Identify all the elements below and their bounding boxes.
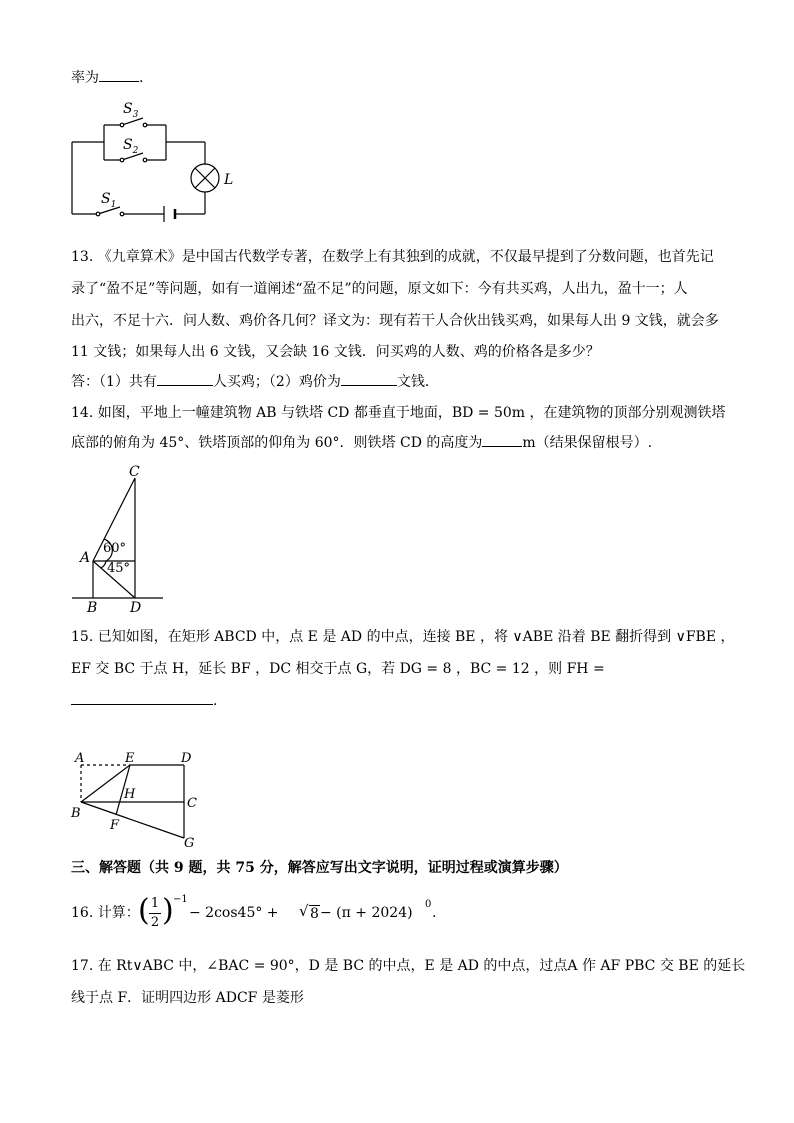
q14-line-2b: m（结果保留根号）. (522, 435, 653, 451)
q16-right-paren: ) (162, 893, 174, 928)
fig15-label-h: H (124, 787, 136, 802)
q15-line-2: EF 交 BC 于点 H，延长 BF ，DC 相交于点 G，若 DG = 8 ，BC = 12 ，则 FH = (71, 661, 605, 677)
q13-line-2: 录了“盈不足”等问题，如有一道阐述“盈不足”的问题，原文如下：今有共买鸡，人出九，盈十一；人 (71, 281, 688, 297)
section-3-heading: 三、解答题（共 9 题，共 75 分，解答应写出文字说明，证明过程或演算步骤） (71, 860, 568, 876)
q13-answer-c: 文钱． (396, 374, 439, 390)
q14-line-1: 14. 如图，平地上一幢建筑物 AB 与铁塔 CD 都垂直于地面，BD = 50m ，在建筑物的顶部分别观测铁塔 (71, 405, 726, 421)
q16-exponent: −1 (173, 894, 188, 905)
fig15-label-g: G (184, 836, 195, 851)
q16-exponent-zero: 0 (425, 899, 432, 910)
q16-prefix: 16. 计算： (71, 905, 140, 921)
q17-line-1: 17. 在 Rt∨ABC 中，∠BAC = 90°，D 是 BC 的中点，E 是 AD 的中点，过点A 作 AF PBC 交 BE 的延长 (71, 958, 746, 974)
q16-sqrt-value: 8 (310, 906, 319, 922)
switch-s2-label: $S_2$ (123, 137, 139, 156)
fig15-label-c: C (187, 796, 197, 811)
q13-answer-a: 答：（1）共有 (71, 374, 157, 390)
q16-left-paren: ( (138, 893, 150, 928)
fig15-label-f: F (110, 818, 120, 833)
q14-line-2a: 底部的俯角为 45°、铁塔顶部的仰角为 60°．则铁塔 CD 的高度为 (71, 435, 483, 451)
q15-line-1: 15. 已知如图，在矩形 ABCD 中，点 E 是 AD 的中点，连接 BE ，将 ∨ABE 沿着 BE 翻折得到 ∨FBE ， (71, 629, 735, 645)
switch-s3-label: $S_3$ (123, 101, 139, 120)
q13-line-3: 出六，不足十六．问人数、鸡价各几何？译文为：现有若干人合伙出钱买鸡，如果每人出 9 文钱，就会多 (71, 313, 719, 329)
fig15-label-e: E (125, 751, 135, 766)
lamp-label: L (224, 172, 234, 188)
q15-line-3-end: . (213, 693, 218, 709)
fig14-angle-60: 60° (103, 541, 127, 556)
fig15-label-a: A (75, 751, 85, 766)
q13-answer-b: 人买鸡；（2）鸡价为 (212, 374, 341, 390)
fig14-label-b: B (87, 600, 98, 616)
switch-s1-label: $S_1$ (101, 191, 117, 210)
q16-rest-1: − 2cos45° + (189, 905, 279, 921)
q13-line-1: 13. 《九章算术》是中国古代数学专著，在数学上有其独到的成就，不仅最早提到了分数问题，也首先记 (71, 249, 714, 265)
fig14-label-a: A (80, 550, 91, 566)
fig15-label-d: D (181, 751, 192, 766)
q17-line-2: 线于点 F．证明四边形 ADCF 是菱形 (71, 990, 304, 1006)
q16-end: . (432, 905, 437, 921)
fig14-angle-45: 45° (107, 561, 131, 576)
q16-fraction-num: 1 (150, 896, 160, 911)
fig14-label-d: D (130, 600, 142, 616)
q16-fraction-bar (149, 913, 161, 914)
q16-sqrt-sign: √ (299, 902, 309, 920)
fig14-label-c: C (129, 464, 140, 480)
q12-tail-end: . (139, 70, 144, 86)
q16-rest-2: − (π + 2024) (320, 905, 413, 921)
fig15-label-b: B (71, 806, 81, 821)
q12-tail-text: 率为 (71, 70, 99, 86)
q16-fraction-den: 2 (150, 915, 160, 930)
q13-line-4: 11 文钱；如果每人出 6 文钱，又会缺 16 文钱．问买鸡的人数、鸡的价格各是多少？ (71, 344, 600, 360)
